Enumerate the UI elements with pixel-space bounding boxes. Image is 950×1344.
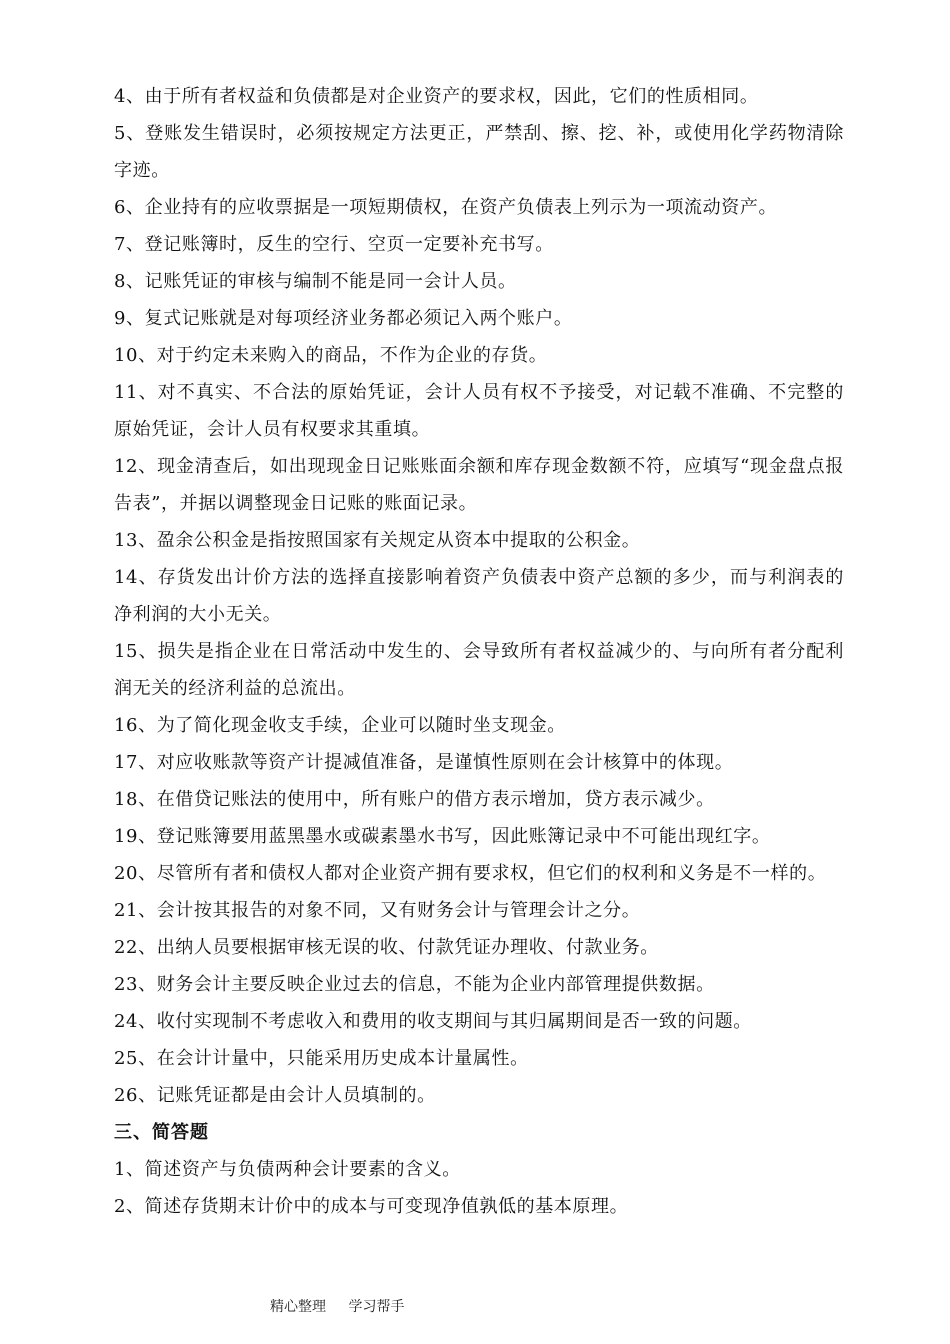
question-item: 12、现金清查后，如出现现金日记账账面余额和库存现金数额不符，应填写“现金盘点报告表”，并据以调整现金日记账的账面记录。	[114, 456, 844, 514]
question-item: 10、对于约定未来购入的商品，不作为企业的存货。	[114, 345, 548, 366]
short-answer-question-list	[114, 1151, 844, 1225]
question-item: 25、在会计计量中，只能采用历史成本计量属性。	[114, 1048, 529, 1069]
true-false-question-list	[114, 78, 844, 1114]
footer-left-text: 精心整理	[270, 1299, 326, 1315]
short-answer-item: 2、简述存货期末计价中的成本与可变现净值孰低的基本原理。	[114, 1196, 629, 1217]
question-item: 7、登记账簿时，反生的空行、空页一定要补充书写。	[114, 234, 554, 255]
page-footer	[270, 1296, 422, 1316]
question-item: 13、盈余公积金是指按照国家有关规定从资本中提取的公积金。	[114, 530, 641, 551]
question-item: 14、存货发出计价方法的选择直接影响着资产负债表中资产总额的多少，而与利润表的净利润的大小无关。	[114, 567, 844, 625]
question-item: 26、记账凭证都是由会计人员填制的。	[114, 1085, 436, 1106]
question-item: 20、尽管所有者和债权人都对企业资产拥有要求权，但它们的权利和义务是不一样的。	[114, 863, 827, 884]
question-item: 24、收付实现制不考虑收入和费用的收支期间与其归属期间是否一致的问题。	[114, 1011, 752, 1032]
question-item: 5、登账发生错误时，必须按规定方法更正，严禁刮、擦、挖、补，或使用化学药物清除字迹。	[114, 123, 844, 181]
question-item: 21、会计按其报告的对象不同，又有财务会计与管理会计之分。	[114, 900, 641, 921]
question-item: 18、在借贷记账法的使用中，所有账户的借方表示增加，贷方表示减少。	[114, 789, 715, 810]
page-content	[114, 78, 844, 1225]
question-item: 8、记账凭证的审核与编制不能是同一会计人员。	[114, 271, 517, 292]
question-item: 17、对应收账款等资产计提减值准备，是谨慎性原则在会计核算中的体现。	[114, 752, 734, 773]
footer-right-text: 学习帮手	[348, 1299, 405, 1315]
question-item: 19、登记账簿要用蓝黑墨水或碳素墨水书写，因此账簿记录中不可能出现红字。	[114, 826, 771, 847]
question-item: 16、为了简化现金收支手续，企业可以随时坐支现金。	[114, 715, 566, 736]
short-answer-item: 1、简述资产与负债两种会计要素的含义。	[114, 1159, 461, 1180]
question-item: 4、由于所有者权益和负债都是对企业资产的要求权，因此，它们的性质相同。	[114, 86, 759, 107]
question-item: 11、对不真实、不合法的原始凭证，会计人员有权不予接受，对记载不准确、不完整的原始凭证，会计人员有权要求其重填。	[114, 382, 844, 440]
question-item: 23、财务会计主要反映企业过去的信息，不能为企业内部管理提供数据。	[114, 974, 715, 995]
section-heading: 三、简答题	[114, 1122, 209, 1143]
question-item: 9、复式记账就是对每项经济业务都必须记入两个账户。	[114, 308, 573, 329]
question-item: 6、企业持有的应收票据是一项短期债权，在资产负债表上列示为一项流动资产。	[114, 197, 778, 218]
question-item: 22、出纳人员要根据审核无误的收、付款凭证办理收、付款业务。	[114, 937, 659, 958]
question-item: 15、损失是指企业在日常活动中发生的、会导致所有者权益减少的、与向所有者分配利润无关的经济利益的总流出。	[114, 641, 844, 699]
